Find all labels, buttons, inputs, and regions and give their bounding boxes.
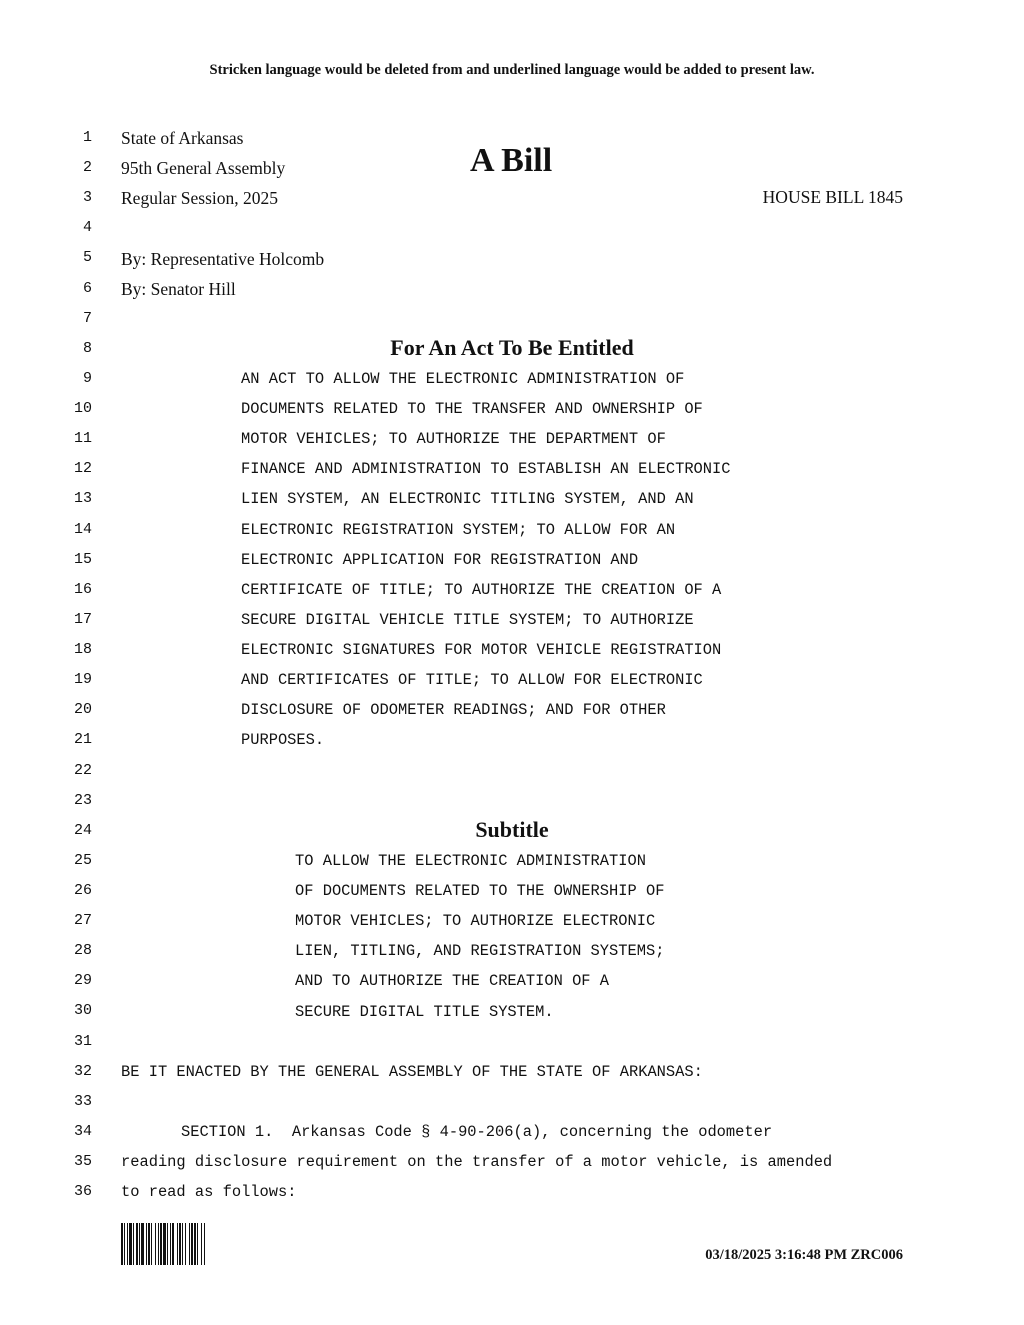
act-title-line: ELECTRONIC APPLICATION FOR REGISTRATION AND — [241, 550, 639, 569]
line-number: 14 — [73, 520, 92, 538]
general-assembly: 95th General Assembly — [121, 158, 286, 178]
line-number: 10 — [73, 400, 92, 418]
subtitle-line: LIEN, TITLING, AND REGISTRATION SYSTEMS; — [295, 942, 665, 961]
line-number: 35 — [73, 1153, 92, 1171]
line-number: 36 — [73, 1183, 92, 1201]
act-title-line: ELECTRONIC REGISTRATION SYSTEM; TO ALLOW FOR AN — [241, 520, 676, 539]
line-number: 24 — [73, 821, 92, 839]
strike-notice: Stricken language would be deleted from and underlined language would be added to present law. — [209, 62, 815, 78]
bill-number: HOUSE BILL 1845 — [762, 187, 903, 207]
line-number: 34 — [73, 1122, 92, 1140]
act-title-line: AN ACT TO ALLOW THE ELECTRONIC ADMINISTRATION OF — [241, 370, 685, 388]
act-title-line: MOTOR VEHICLES; TO AUTHORIZE THE DEPARTMENT OF — [241, 430, 666, 449]
line-number: 9 — [82, 369, 92, 387]
line-number: 2 — [82, 159, 92, 177]
subtitle-line: AND TO AUTHORIZE THE CREATION OF A — [295, 972, 610, 991]
act-title-line: DOCUMENTS RELATED TO THE TRANSFER AND OWNERSHIP OF — [241, 400, 703, 419]
act-title-line: LIEN SYSTEM, AN ELECTRONIC TITLING SYSTEM, AND AN — [241, 490, 694, 509]
sponsor-representative: By: Representative Holcomb — [121, 249, 325, 269]
regular-session: Regular Session, 2025 — [121, 188, 279, 208]
footer-timestamp: 03/18/2025 3:16:48 PM ZRC006 — [705, 1247, 903, 1263]
subtitle-line: MOTOR VEHICLES; TO AUTHORIZE ELECTRONIC — [295, 912, 656, 931]
subtitle-line: SECURE DIGITAL TITLE SYSTEM. — [295, 1002, 554, 1021]
sponsor-senator: By: Senator Hill — [121, 279, 236, 299]
line-number: 27 — [73, 912, 92, 930]
line-number: 18 — [73, 641, 92, 659]
line-number: 15 — [73, 550, 92, 568]
section-1-line-3: to read as follows: — [121, 1183, 297, 1201]
enacting-clause: BE IT ENACTED BY THE GENERAL ASSEMBLY OF THE STATE OF ARKANSAS: — [121, 1063, 703, 1081]
line-number: 8 — [82, 339, 92, 357]
barcode-image — [121, 1223, 249, 1265]
act-title-line: AND CERTIFICATES OF TITLE; TO ALLOW FOR ELECTRONIC — [241, 671, 703, 690]
line-number: 4 — [82, 219, 92, 237]
line-number: 5 — [82, 249, 92, 267]
line-number: 33 — [73, 1092, 92, 1110]
subtitle-heading: Subtitle — [475, 817, 549, 842]
line-number: 32 — [73, 1062, 92, 1080]
line-number: 25 — [73, 851, 92, 869]
line-number: 6 — [82, 279, 92, 297]
act-title-line: PURPOSES. — [241, 731, 325, 750]
act-heading: For An Act To Be Entitled — [390, 335, 634, 360]
section-1-line-1: SECTION 1. Arkansas Code § 4-90-206(a), concerning the odometer — [181, 1123, 773, 1141]
subtitle-line: TO ALLOW THE ELECTRONIC ADMINISTRATION — [295, 852, 646, 870]
line-number: 30 — [73, 1002, 92, 1020]
line-number: 16 — [73, 580, 92, 598]
subtitle-line: OF DOCUMENTS RELATED TO THE OWNERSHIP OF — [295, 882, 665, 901]
state-name: State of Arkansas — [121, 128, 244, 148]
line-number: 22 — [73, 761, 92, 779]
line-number: 19 — [73, 671, 92, 689]
line-number: 17 — [73, 610, 92, 628]
line-number: 7 — [82, 309, 92, 327]
line-number: 28 — [73, 942, 92, 960]
line-number: 11 — [73, 430, 92, 448]
line-number: 20 — [73, 701, 92, 719]
line-number: 3 — [82, 189, 92, 207]
bill-title: A Bill — [470, 142, 553, 179]
line-number: 12 — [73, 460, 92, 478]
line-number: 13 — [73, 490, 92, 508]
line-number: 26 — [73, 882, 92, 899]
line-number: 31 — [73, 1032, 92, 1050]
section-1-line-2: reading disclosure requirement on the transfer of a motor vehicle, is amended — [121, 1153, 833, 1171]
act-title-line: DISCLOSURE OF ODOMETER READINGS; AND FOR OTHER — [241, 701, 666, 720]
act-title-line: ELECTRONIC SIGNATURES FOR MOTOR VEHICLE REGISTRATION — [241, 641, 722, 660]
act-title-line: CERTIFICATE OF TITLE; TO AUTHORIZE THE CREATION OF A — [241, 580, 722, 599]
line-number: 1 — [82, 129, 92, 146]
line-number: 29 — [73, 972, 92, 990]
act-title-line: SECURE DIGITAL VEHICLE TITLE SYSTEM; TO AUTHORIZE — [241, 610, 694, 629]
line-number: 21 — [73, 731, 92, 749]
line-number: 23 — [73, 791, 92, 809]
act-title-line: FINANCE AND ADMINISTRATION TO ESTABLISH AN ELECTRONIC — [241, 460, 731, 479]
